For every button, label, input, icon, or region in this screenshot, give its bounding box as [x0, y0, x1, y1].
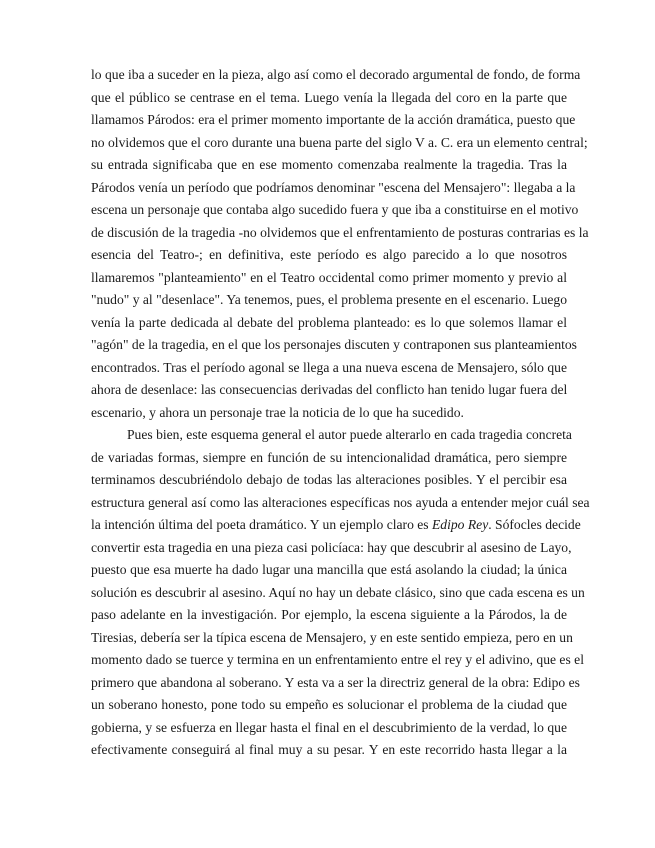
text-line: [91, 334, 577, 357]
text-line: [91, 514, 581, 537]
text-line: [91, 267, 567, 290]
text-segment: llamamos Párodos: era el primer momento importante de la acción dramática, puesto que: [91, 112, 576, 127]
text-segment: primero que abandona al soberano. Y esta va a ser la directriz general de la obra: Edipo es: [91, 674, 580, 690]
text-segment: efectivamente conseguirá al final muy a su pesar. Y en este recorrido hasta llegar a la: [91, 742, 567, 757]
text-segment: que el público se centrase en el tema. Luego venía la llegada del coro en la parte que: [91, 89, 567, 105]
text-segment: lo que iba a suceder en la pieza, algo así como el decorado argumental de fondo, de forma: [91, 67, 581, 82]
text-line: [91, 357, 567, 380]
paragraph-edipo: [91, 424, 590, 762]
text-line: [91, 582, 585, 605]
text-line: [91, 627, 573, 650]
text-line: [91, 289, 567, 312]
text-segment: paso adelante en la investigación. Por ejemplo, la escena siguiente a la Párodos, la de: [91, 607, 567, 622]
text-segment: de discusión de la tragedia -no olvidemos que el enfrentamiento de posturas contrarias es la: [91, 224, 589, 240]
text-segment: escena un personaje que contaba algo sucedido fuera y que iba a constituirse en el motivo: [91, 202, 579, 217]
text-segment: puesto que esa muerte ha dado lugar una mancilla que está asolando la ciudad; la única: [91, 562, 567, 577]
text-line: [91, 447, 567, 470]
text-line: [91, 649, 584, 672]
text-line: [91, 154, 567, 177]
text-segment: . Sófocles decide: [488, 517, 581, 532]
paragraph-structure: [91, 64, 589, 424]
text-line: [91, 537, 572, 560]
text-segment: Tiresias, debería ser la típica escena de Mensajero, y en este sentido empieza, pero en un: [91, 629, 573, 645]
text-segment: terminamos descubriéndolo debajo de todas las alteraciones posibles. Y el percibir esa: [91, 472, 567, 487]
text-line: [91, 717, 567, 740]
text-segment: de variadas formas, siempre en función de su intencionalidad dramática, pero siempre: [91, 449, 567, 465]
text-segment: momento dado se tuerce y termina en un enfrentamiento entre el rey y el adivino, que es el: [91, 652, 584, 667]
text-line: [91, 739, 567, 762]
text-line: [91, 469, 567, 492]
text-line: [91, 672, 580, 695]
text-segment: venía la parte dedicada al debate del problema planteado: es lo que solemos llamar el: [91, 314, 567, 330]
text-line: [91, 559, 567, 582]
text-segment: la intención última del poeta dramático. Y un ejemplo claro es: [91, 517, 432, 532]
text-line: [91, 379, 567, 402]
document-page: [91, 64, 590, 762]
text-line: [91, 312, 567, 335]
text-segment: solución es descubrir al asesino. Aquí no hay un debate clásico, sino que cada escena es un: [91, 584, 585, 600]
text-line: [91, 402, 567, 425]
text-segment: estructura general así como las alteraciones específicas nos ayuda a entender mejor cuál sea: [91, 494, 590, 510]
text-line: [91, 64, 581, 87]
text-segment: "agón" de la tragedia, en el que los personajes discuten y contraponen sus planteamientos: [91, 337, 577, 352]
text-segment: gobierna, y se esfuerza en llegar hasta el final en el descubrimiento de la verdad, lo que: [91, 719, 567, 735]
text-segment: su entrada significaba que en ese momento comenzaba realmente la tragedia. Tras la: [91, 157, 567, 172]
text-segment: escenario, y ahora un personaje trae la noticia de lo que ha sucedido.: [91, 404, 464, 420]
italic-title: Edipo Rey: [432, 517, 489, 532]
text-segment: Pues bien, este esquema general el autor puede alterarlo en cada tragedia concreta: [127, 427, 572, 442]
text-segment: encontrados. Tras el período agonal se llega a una nueva escena de Mensajero, sólo que: [91, 359, 567, 375]
text-line: [91, 492, 590, 515]
text-segment: llamaremos "planteamiento" en el Teatro occidental como primer momento y previo al: [91, 269, 567, 285]
text-segment: ahora de desenlace: las consecuencias derivadas del conflicto han tenido lugar fuera del: [91, 382, 568, 397]
text-line: [91, 694, 567, 717]
text-line: [91, 109, 576, 132]
text-line: [91, 199, 579, 222]
text-line: [91, 132, 588, 155]
text-line: [91, 244, 567, 267]
text-segment: un soberano honesto, pone todo su empeño es solucionar el problema de la ciudad que: [91, 697, 567, 712]
text-segment: convertir esta tragedia en una pieza casi policíaca: hay que descubrir al asesino de Layo,: [91, 539, 572, 555]
text-line: [91, 604, 567, 627]
text-segment: esencia del Teatro-; en definitiva, este período es algo parecido a lo que nosotros: [91, 247, 567, 262]
text-segment: "nudo" y al "desenlace". Ya tenemos, pues, el problema presente en el escenario. Luego: [91, 292, 567, 307]
text-segment: no olvidemos que el coro durante una buena parte del siglo V a. C. era un elemento central;: [91, 134, 588, 150]
text-line: [91, 87, 567, 110]
text-segment: Párodos venía un período que podríamos denominar "escena del Mensajero": llegaba a la: [91, 179, 576, 195]
text-line: [91, 424, 572, 447]
text-line: [91, 222, 589, 245]
text-line: [91, 177, 576, 200]
